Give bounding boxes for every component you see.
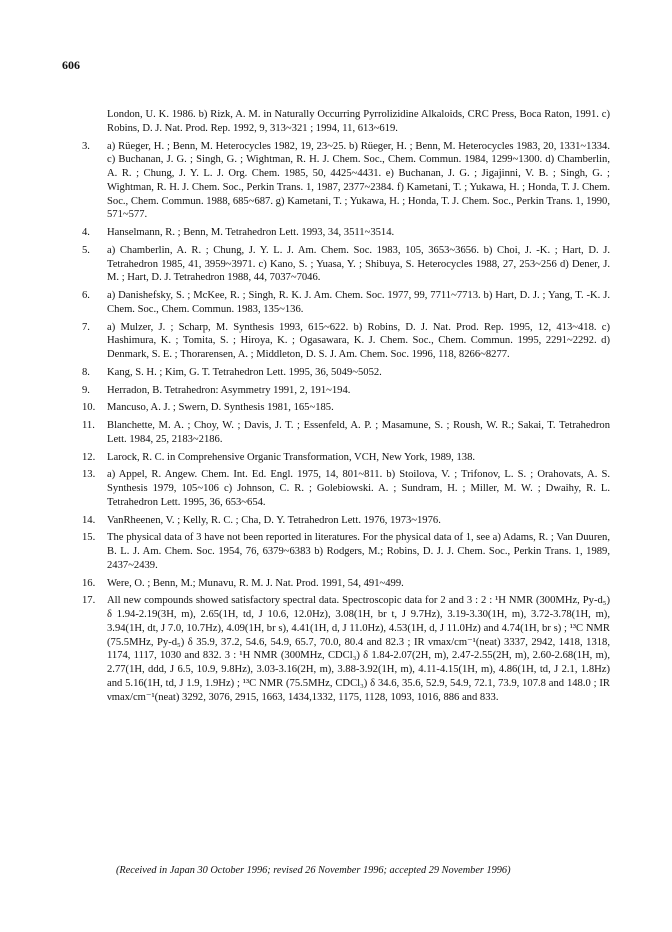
reference-item (82, 419, 610, 447)
reference-text: Larock, R. C. in Comprehensive Organic Transformation, VCH, New York, 1989, 138. (107, 451, 476, 463)
reference-number (82, 108, 107, 136)
page-number: 606 (62, 58, 80, 72)
reference-item (82, 226, 610, 240)
reference-number: 4. (82, 227, 90, 238)
reference-item (82, 401, 610, 415)
reference-number: 13. (82, 469, 96, 481)
reference-text: Herradon, B. Tetrahedron: Asymmetry 1991, 2, 191~194. (107, 384, 351, 396)
reference-text: a) Mulzer, J. ; Scharp, M. Synthesis 1993, 615~622. b) Robins, D. J. Nat. Prod. Rep. 1995, 12, 413~418. c) Hashimura, K. ; Tomita, S. ; Hiroya, K. ; Ogasawara, K. J. Chem. Soc., Chem. Commun. 1995, 2291~2292. d) Denmark, S. E. ; Thorarensen, A. ; Middleton, D. S. J. Am. Chem. Soc. 1996, 118, 8266~8277. (107, 321, 610, 360)
reference-text: Mancuso, A. J. ; Swern, D. Synthesis 1981, 165~185. (107, 402, 334, 414)
reference-number: 17. (82, 595, 96, 607)
reference-number: 3. (82, 140, 90, 152)
reference-text: The physical data of 3 have not been reported in literatures. For the physical data of 1, see a) Adams, R. ; Van Duuren, B. L. J. Am. Chem. Soc. 1954, 76, 6379~6383 b) Rodgers, M.; Robins, D. J. J. Chem. Soc., Perkin Trans. 1, 1989, 2437~2439. (107, 532, 610, 571)
reference-item (82, 468, 610, 509)
reference-number: 8. (82, 366, 90, 378)
reference-list (82, 108, 610, 712)
reference-text: Blanchette, M. A. ; Choy, W. ; Davis, J. T. ; Essenfeld, A. P. ; Masamune, S. ; Roush, W. R.; Sakai, T. Tetrahedron Lett. 1984, 25, 2183~2186. (107, 420, 610, 445)
reference-item (82, 140, 610, 223)
reference-number: 6. (82, 290, 90, 301)
reference-number: 12. (82, 451, 96, 463)
reference-item (82, 384, 610, 398)
reference-text: Hanselmann, R. ; Benn, M. Tetrahedron Lett. 1993, 34, 3511~3514. (107, 227, 395, 238)
received-dates-note: (Received in Japan 30 October 1996; revised 26 November 1996; accepted 29 November 1996) (116, 865, 511, 876)
reference-number: 11. (82, 420, 95, 431)
reference-text: a) Appel, R. Angew. Chem. Int. Ed. Engl. 1975, 14, 801~811. b) Stoilova, V. ; Trifonov, L. S. ; Orahovats, A. S. Synthesis 1979, 105~106 c) Johnson, C. R. ; Golebiowski. A. ; Sundram, H. ; Miller, M. W. ; Dwaihy, R. L. Tetrahedron Lett. 1995, 36, 653~654. (107, 469, 610, 508)
reference-text: Kang, S. H. ; Kim, G. T. Tetrahedron Lett. 1995, 36, 5049~5052. (107, 366, 382, 378)
reference-number: 10. (82, 402, 96, 414)
reference-item (82, 577, 610, 591)
reference-item (82, 244, 610, 285)
reference-text: a) Chamberlin, A. R. ; Chung, J. Y. L. J. Am. Chem. Soc. 1983, 105, 3653~3656. b) Choi, J. -K. ; Hart, D. J. Tetrahedron 1985, 41, 3959~3971. c) Kano, S. ; Yuasa, Y. ; Shibuya, S. Heterocycles 1988, 27, 253~256 d) Dener, J. M. ; Hart, D. J. Tetrahedron 1988, 44, 7037~7046. (107, 244, 610, 284)
reference-item (82, 594, 610, 704)
reference-text: Were, O. ; Benn, M.; Munavu, R. M. J. Nat. Prod. 1991, 54, 491~499. (107, 577, 404, 589)
reference-number: 9. (82, 384, 90, 396)
reference-text: a) Rüeger, H. ; Benn, M. Heterocycles 1982, 19, 23~25. b) Rüeger, H. ; Benn, M. Heterocycles 1983, 20, 1331~1334. c) Buchanan, J. G. ; Singh, G. ; Wightman, R. H. J. Chem. Soc., Chem. Commun. 1984, 1299~1300. d) Chamberlin, A. R. ; Chung, J. Y. L. J. Org. Chem. 1985, 50, 4425~4431. e) Buchanan, J. G. ; Jigajinni, V. B. ; Singh, G. ; Wightman, R. H. J. Chem. Soc., Perkin Trans. 1, 1987, 2377~2384. f) Kametani, T. ; Yukawa, H. ; Honda, T. J. Chem. Soc., Chem. Commun. 1988, 685~687. g) Kametani, T. ; Yukawa, H. ; Honda, T. J. Chem. Soc., Perkin Trans. 1, 1990, 571~577. (107, 140, 610, 221)
reference-number: 14. (82, 514, 96, 526)
reference-text: VanRheenen, V. ; Kelly, R. C. ; Cha, D. Y. Tetrahedron Lett. 1976, 1973~1976. (107, 514, 441, 526)
reference-number: 7. (82, 321, 90, 333)
reference-item (82, 321, 610, 362)
reference-text: London, U. K. 1986. b) Rizk, A. M. in Naturally Occurring Pyrrolizidine Alkaloids, CRC Press, Boca Raton, 1991. c) Robins, D. J. Nat. Prod. Rep. 1992, 9, 313~321 ; 1994, 11, 613~619. (107, 109, 610, 134)
reference-item (82, 451, 610, 465)
reference-item (82, 514, 610, 528)
reference-number: 5. (82, 244, 90, 256)
reference-number: 16. (82, 577, 96, 589)
reference-item (82, 289, 610, 317)
reference-text: a) Danishefsky, S. ; McKee, R. ; Singh, R. K. J. Am. Chem. Soc. 1977, 99, 7711~7713. b) Hart, D. J. ; Yang, T. -K. J. Chem. Soc., Chem. Commun. 1983, 135~136. (107, 290, 610, 315)
reference-item (82, 366, 610, 380)
reference-number: 15. (82, 532, 96, 544)
reference-item (82, 108, 610, 136)
reference-item (82, 531, 610, 572)
reference-text: All new compounds showed satisfactory spectral data. Spectroscopic data for 2 and 3 : 2 : ¹H NMR (300MHz, Py-d₅) δ 1.94-2.19(3H, m), 2.65(1H, td, J 10.6, 12.0Hz), 3.08(1H, br t, J 9.7Hz), 3.19-3.30(1H, m), 3.72-3.78(1H, m), 3.94(1H, dt, J 7.0, 10.7Hz), 4.09(1H, br s), 4.41(1H, d, J 11.0Hz), 4.53(1H, d, J 11.0Hz) and 4.74(1H, br s) ; ¹³C NMR (75.5MHz, Py-d₅) δ 35.9, 37.2, 54.6, 54.9, 65.7, 70.0, 80.4 and 82.3 ; IR νmax/cm⁻¹(neat) 3337, 2942, 1418, 1318, 1174, 1117, 1030 and 832. 3 : ¹H NMR (300MHz, CDCl₃) δ 1.84-2.07(2H, m), 2.47-2.55(2H, m), 2.60-2.68(1H, m), 2.77(1H, ddd, J 6.5, 10.9, 9.8Hz), 3.03-3.16(2H, m), 3.88-3.92(1H, m), 4.11-4.15(1H, m), 4.86(1H, td, J 2.1, 1.8Hz) and 5.16(1H, td, J 1.9, 1.9Hz) ; ¹³C NMR (75.5MHz, CDCl₃) δ 34.6, 35.6, 52.9, 54.9, 72.1, 73.9, 107.8 and 148.0 ; IR νmax/cm⁻¹(neat) 3292, 3076, 2915, 1663, 1434,1332, 1175, 1128, 1093, 1016, 886 and 833. (107, 595, 610, 703)
